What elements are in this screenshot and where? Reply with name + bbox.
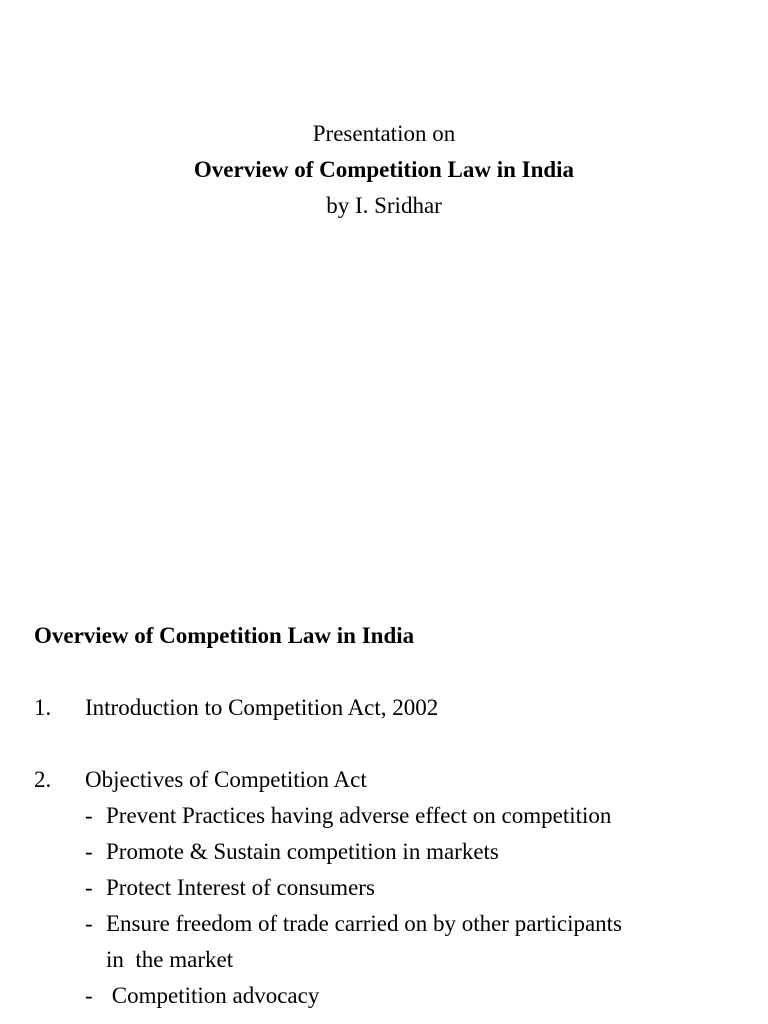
bullet-dash: - [85,911,93,936]
objective-text: Competition advocacy [106,983,320,1008]
item-text: Objectives of Competition Act [85,767,367,792]
objectives-list [85,798,754,1014]
list-item-objectives [34,762,754,798]
objective-item [85,870,754,906]
objective-text: Ensure freedom of trade carried on by other participants in the market [106,911,623,972]
objective-text: Prevent Practices having adverse effect on competition [106,803,612,828]
section-heading: Overview of Competition Law in India [34,623,415,648]
objective-text: Promote & Sustain competition in markets [106,839,499,864]
item-text: Introduction to Competition Act, 2002 [85,695,439,720]
item-number: 2. [34,767,52,792]
title-block [0,116,768,224]
presentation-author: by I. Sridhar [326,193,442,218]
item-number: 1. [34,695,52,720]
presentation-label: Presentation on [312,121,456,146]
objective-item [85,834,754,870]
overview-section [34,618,754,1014]
list-item-introduction [34,690,754,726]
bullet-dash: - [85,839,93,864]
objective-item [85,798,754,834]
bullet-dash: - [85,803,93,828]
bullet-dash: - [85,983,93,1008]
objective-text: Protect Interest of consumers [106,875,375,900]
objective-item [85,906,754,978]
bullet-dash: - [85,875,93,900]
objective-item [85,978,754,1014]
presentation-title: Overview of Competition Law in India [193,157,575,182]
